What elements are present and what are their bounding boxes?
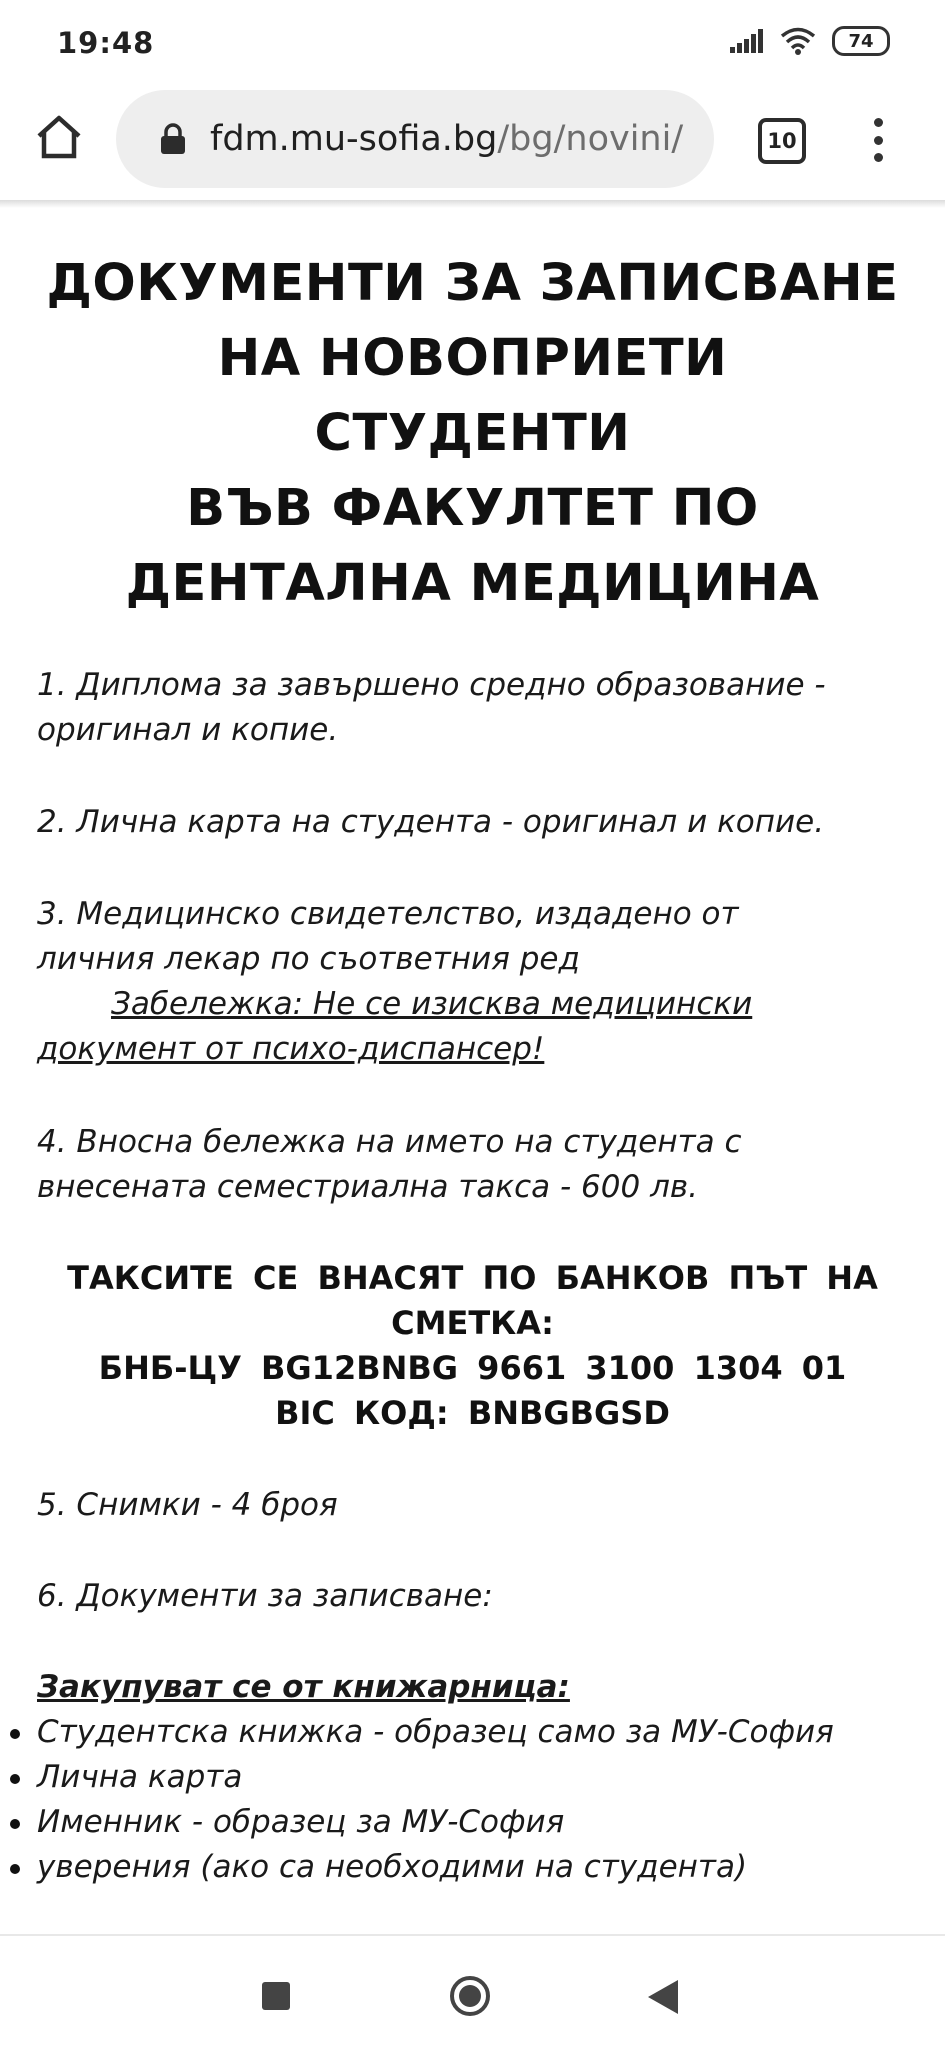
tab-count: 10 — [767, 129, 797, 153]
url-path: /bg/novini/ — [497, 119, 684, 159]
recents-button[interactable] — [262, 1982, 290, 2010]
list-item: Студентска книжка - образец само за МУ-София — [10, 1710, 930, 1755]
bank-line: СМЕТКА: — [391, 1304, 554, 1342]
overflow-menu-button[interactable] — [860, 114, 896, 166]
home-circle-icon — [459, 1985, 481, 2007]
buy-heading — [37, 1665, 917, 1710]
bank-line: ТАКСИТЕ СЕ ВНАСЯТ ПО БАНКОВ ПЪТ НА — [67, 1259, 878, 1297]
note-line: Забележка: Не се изисква медицински — [111, 986, 753, 1022]
bank-line: BIC КОД: BNBGBGSD — [275, 1394, 670, 1432]
wifi-icon — [780, 27, 816, 55]
status-time: 19:48 — [57, 26, 155, 60]
list-item: Лична карта — [10, 1755, 930, 1800]
battery-icon — [832, 26, 890, 56]
status-icons — [730, 26, 890, 56]
item-line: оригинал и копие. — [37, 712, 339, 748]
item-line: внесената семестриална такса - 600 лв. — [37, 1169, 699, 1205]
list-item-id-card — [37, 800, 917, 845]
buy-heading-text: Закупуват се от книжарница: — [37, 1669, 570, 1705]
article-title — [20, 246, 925, 621]
back-button[interactable] — [648, 1980, 678, 2014]
status-bar — [0, 0, 945, 86]
system-nav-bar — [0, 1934, 945, 2050]
note-line: документ от психо-диспансер! — [37, 1031, 545, 1067]
home-nav-button[interactable] — [450, 1976, 490, 2016]
buy-list — [10, 1710, 930, 1890]
signal-icon — [730, 29, 764, 53]
title-line: ДОКУМЕНТИ ЗА ЗАПИСВАНЕ — [46, 254, 899, 313]
list-item-payment — [37, 1120, 917, 1210]
item-line: 5. Снимки - 4 броя — [37, 1487, 338, 1523]
list-item: уверения (ако са необходими на студента) — [10, 1845, 930, 1890]
title-line: НА НОВОПРИЕТИ — [217, 329, 728, 388]
page-content[interactable] — [0, 208, 945, 1928]
title-line: СТУДЕНТИ — [314, 404, 631, 463]
home-button[interactable] — [30, 108, 88, 166]
url-text[interactable] — [210, 119, 690, 159]
address-bar[interactable] — [116, 90, 714, 188]
title-line: ВЪВ ФАКУЛТЕТ ПО — [186, 479, 759, 538]
lock-icon[interactable] — [156, 122, 190, 156]
menu-dot — [874, 136, 883, 145]
battery-level: 74 — [848, 30, 874, 52]
item-line: 6. Документи за записване: — [37, 1578, 493, 1614]
item-line: личния лекар по съответния ред — [37, 941, 580, 977]
url-host: fdm.mu-sofia.bg — [210, 119, 498, 159]
bank-details — [30, 1256, 915, 1436]
bank-line: БНБ-ЦУ BG12BNBG 9661 3100 1304 01 — [98, 1349, 847, 1387]
title-line: ДЕНТАЛНА МЕДИЦИНА — [125, 554, 820, 613]
browser-toolbar — [0, 86, 945, 202]
list-item-documents — [37, 1574, 917, 1619]
menu-dot — [874, 153, 883, 162]
list-item-photos — [37, 1483, 917, 1528]
list-item: Именник - образец за МУ-София — [10, 1800, 930, 1845]
tab-switcher-button[interactable] — [758, 118, 806, 164]
list-item-medical — [37, 892, 917, 1072]
item-line: 4. Вносна бележка на името на студента с — [37, 1124, 742, 1160]
list-item-diploma — [37, 663, 917, 753]
menu-dot — [874, 118, 883, 127]
toolbar-divider — [0, 200, 945, 208]
item-line: 1. Диплома за завършено средно образование - — [37, 667, 826, 703]
home-icon — [35, 114, 83, 160]
item-line: 3. Медицинско свидетелство, издадено от — [37, 896, 739, 932]
item-line: 2. Лична карта на студента - оригинал и копие. — [37, 804, 825, 840]
